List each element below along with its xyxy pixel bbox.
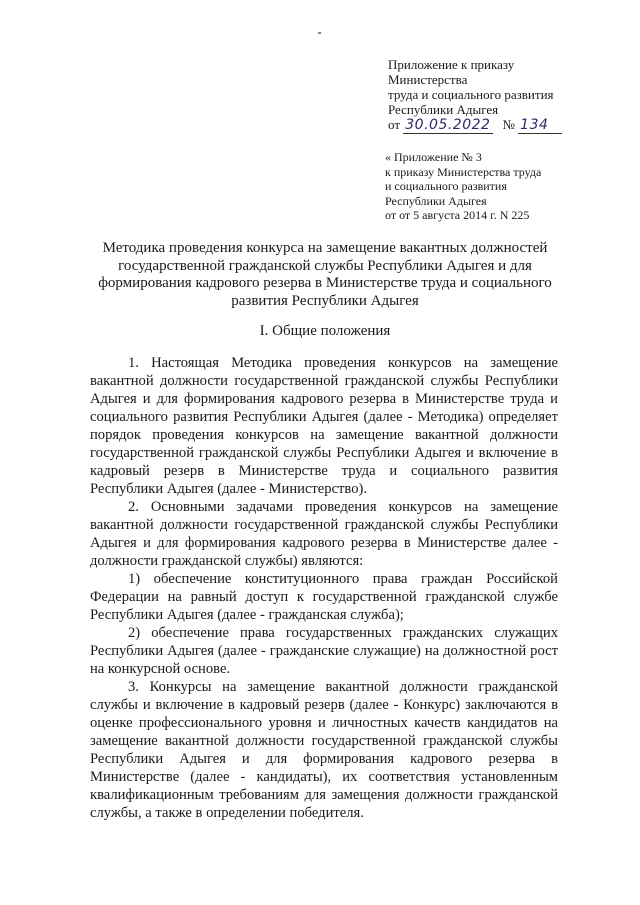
amended-attachment-line: к приказу Министерства труда: [385, 164, 542, 179]
attachment-line: Приложение к приказу: [388, 57, 515, 72]
document-body: [90, 354, 558, 822]
attachment-line: труда и социального развития: [388, 87, 554, 102]
handwritten-number: 134: [518, 118, 562, 134]
paragraph: 3. Конкурсы на замещение вакантной должности гражданской службы и включение в кадровый резерв (далее - Конкурс) заключаются в оценке профессионального уровня и личностных качеств кандидатов на замещение вакантной должности государственной гражданской службы Республики Адыгея и для формирования кадрового резерва в Министерстве (далее - кандидаты), их соответствия установленным квалификационным требованиям для замещения должности гражданской службы, а также в определении победителя.: [90, 679, 558, 821]
paragraph: 1. Настоящая Методика проведения конкурсов на замещение вакантной должности государственной гражданской службы Республики Адыгея и для формирования кадрового резерва в Министерстве труда и социального развития Республики Адыгея (далее - Методика) определяет порядок проведения конкурсов на замещение вакантной должности государственной гражданской службы Республики Адыгея и включение в кадровый резерв в Министерстве труда и социального развития Республики Адыгея (далее - Министерство).: [90, 355, 558, 497]
attachment-line: Министерства: [388, 72, 468, 87]
amended-attachment-line: Республики Адыгея: [385, 193, 487, 208]
amended-attachment-line: от от 5 августа 2014 г. N 225: [385, 208, 530, 222]
paragraph: 2) обеспечение права государственных гражданских служащих Республики Адыгея (далее - гражданские служащие) на должностной рост на конкурсной основе.: [90, 625, 558, 677]
number-sign: №: [502, 117, 515, 132]
section-heading: I. Общие положения: [259, 323, 391, 339]
date-prefix: от: [388, 117, 401, 132]
paragraph: 1) обеспечение конституционного права граждан Российской Федерации на равный доступ к государственной гражданской службе Республики Адыгея (далее - гражданская служба);: [90, 571, 558, 623]
attachment-line: Республики Адыгея: [388, 102, 499, 117]
document-title: Методика проведения конкурса на замещение вакантных должностей государственной гражданской службы Республики Адыгея и для формирования кадрового резерва в Министерстве труда и социального развития Республики Адыгея: [98, 240, 552, 309]
handwritten-date: 30.05.2022: [403, 118, 493, 134]
scan-speck: [318, 32, 321, 34]
attachment-header: [388, 57, 618, 134]
amended-attachment-line: и социального развития: [385, 179, 507, 193]
order-date-line: [388, 117, 618, 134]
amended-attachment-line: « Приложение № 3: [385, 150, 482, 164]
amended-attachment-block: [385, 150, 615, 223]
paragraph: 2. Основными задачами проведения конкурсов на замещение вакантной должности государственной гражданской службы Республики Адыгея и для формирования кадрового резерва в Министерстве далее - должности гражданской службы) являются:: [90, 499, 558, 569]
